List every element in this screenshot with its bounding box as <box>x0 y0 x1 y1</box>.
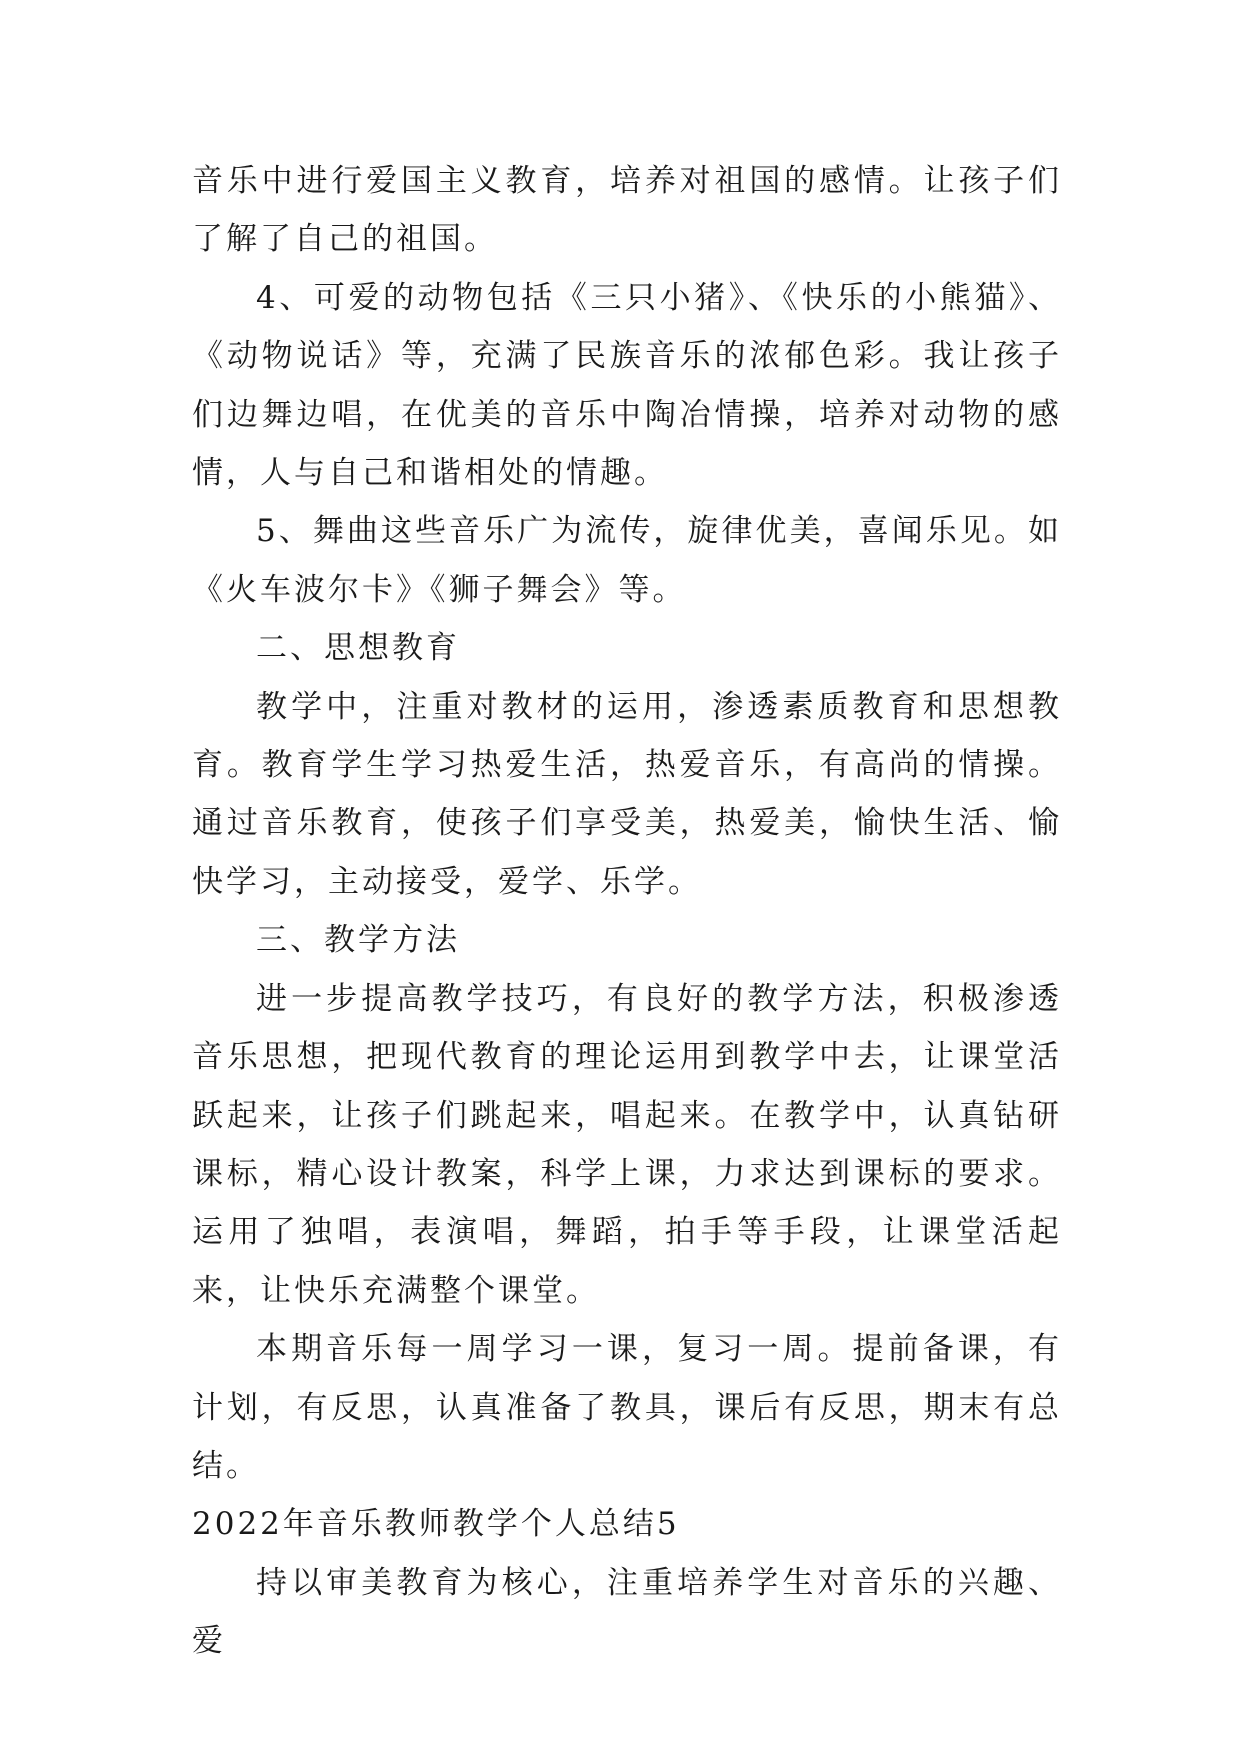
paragraph-aesthetic-education: 持以审美教育为核心，注重培养学生对音乐的兴趣、爱 <box>192 1564 1062 1660</box>
document-body <box>192 152 1062 1671</box>
paragraph-semester-plan: 本期音乐每一周学习一课，复习一周。提前备课，有计划，有反思，认真准备了教具，课后有反思，期末有总结。 <box>192 1331 1062 1484</box>
paragraph-cute-animals: 4、可爱的动物包括《三只小猪》、《快乐的小熊猫》、《动物说话》等，充满了民族音乐的浓郁色彩。我让孩子们边舞边唱，在优美的音乐中陶冶情操，培养对动物的感情，人与自己和谐相处的情趣。 <box>192 279 1062 492</box>
paragraph-ideological-education: 教学中，注重对教材的运用，渗透素质教育和思想教育。教育学生学习热爱生活，热爱音乐，有高尚的情操。通过音乐教育，使孩子们享受美，热爱美，愉快生活、愉快学习，主动接受，爱学、乐学。 <box>192 688 1062 900</box>
paragraph-patriotic-education: 音乐中进行爱国主义教育，培养对祖国的感情。让孩子们了解了自己的祖国。 <box>192 163 1062 258</box>
paragraph-teaching-methods: 进一步提高教学技巧，有良好的教学方法，积极渗透音乐思想，把现代教育的理论运用到教学中去，让课堂活跃起来，让孩子们跳起来，唱起来。在教学中，认真钻研课标，精心设计教案，科学上课，力求达到课标的要求。运用了独唱，表演唱，舞蹈，拍手等手段，让课堂活起来，让快乐充满整个课堂。 <box>192 980 1062 1309</box>
section-heading-ideological-education: 二、思想教育 <box>256 630 460 667</box>
document-title-summary-5: 2022年音乐教师教学个人总结5 <box>192 1506 680 1543</box>
section-heading-teaching-methods: 三、教学方法 <box>256 922 460 959</box>
paragraph-dance-music: 5、舞曲这些音乐广为流传，旋律优美，喜闻乐见。如《火车波尔卡》《狮子舞会》等。 <box>192 513 1062 608</box>
